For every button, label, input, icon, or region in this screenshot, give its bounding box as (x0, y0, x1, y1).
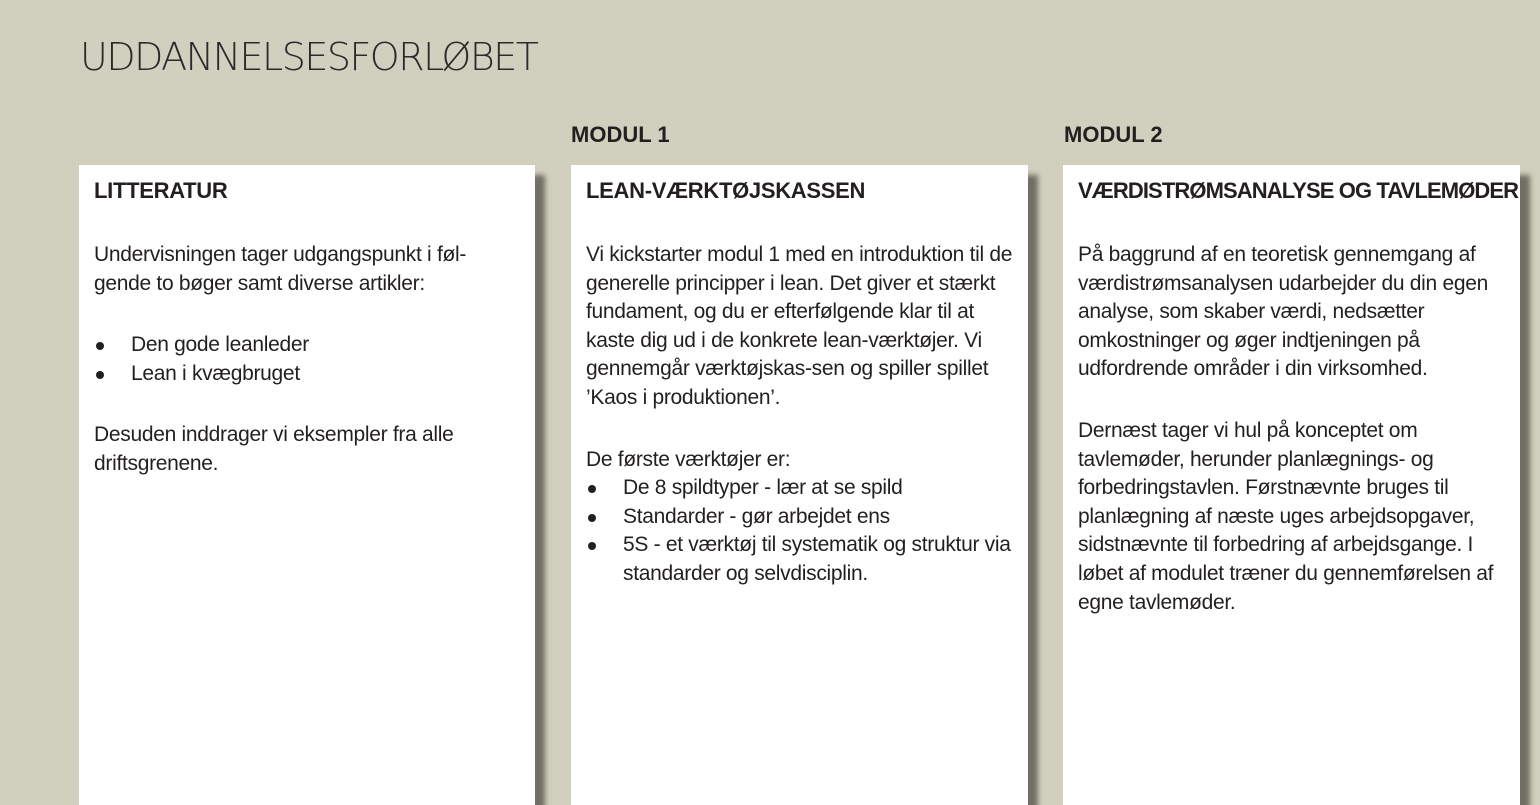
bullet-icon (96, 342, 104, 350)
lean-vaerktoejskassen-card (571, 165, 1028, 805)
litteratur-title: LITTERATUR (94, 178, 228, 203)
modul-2-paragraph-1: På baggrund af en teoretisk gennemgang af værdistrømsanalysen udarbejder du din egen analyse, som skaber værdi, nedsætter omkostninger og øger indtjeningen på udfordrende områder i din virksomhed. (1078, 243, 1488, 381)
vaerdistroemsanalyse-title: VÆRDISTRØMSANALYSE OG TAVLEMØDER (1078, 178, 1519, 203)
list-item (586, 531, 1013, 588)
bullet-icon (96, 371, 104, 379)
list-item (586, 503, 1014, 532)
list-item (586, 474, 1014, 503)
modul-1-intro: Vi kickstarter modul 1 med en introduktion til de generelle principper i lean. Det giver et stærkt fundament, og du er efterfølgende klar til at kaste dig ud i de konkrete lean-værktøjer. Vi gennemgår værktøjskas-sen og spiller spillet ’Kaos i produktionen’. (586, 243, 1013, 409)
modul-2-paragraph-2: Dernæst tager vi hul på konceptet om tavlemøder, herunder planlægnings- og forbedringstavlen. Førstnævnte bruges til planlægning af næste uges arbejdsopgaver, sidstnævnte til forbedring af arbejdsgange. I løbet af modulet træner du gennemførelsen af egne tavlemøder. (1078, 418, 1494, 614)
lean-vaerktoejskassen-body (586, 241, 1014, 589)
litteratur-book-list (94, 331, 521, 388)
bullet-icon (588, 485, 596, 493)
list-item-text: Standarder - gør arbejdet ens (623, 504, 890, 528)
modul-2-heading: MODUL 2 (1064, 122, 1163, 147)
modul-1-heading: MODUL 1 (571, 122, 670, 147)
bullet-icon (588, 542, 596, 550)
list-item-text: De 8 spildtyper - lær at se spild (623, 476, 903, 500)
lean-vaerktoejskassen-title: LEAN-VÆRKTØJSKASSEN (586, 178, 866, 203)
litteratur-outro: Desuden inddrager vi eksempler fra alle driftsgrenene. (94, 423, 454, 475)
bullet-icon (588, 514, 596, 522)
list-item-text: Den gode leanleder (131, 333, 309, 357)
list-item (94, 331, 521, 360)
litteratur-intro: Undervisningen tager udgangspunkt i føl-gende to bøger samt diverse artikler: (94, 243, 467, 295)
vaerdistroemsanalyse-card (1063, 165, 1520, 805)
list-item-text: Lean i kvægbruget (131, 361, 300, 385)
litteratur-card (79, 165, 535, 805)
litteratur-body (94, 241, 521, 479)
list-item (94, 360, 521, 389)
page-title: UDDANNELSESFORLØBET (80, 35, 538, 79)
modul-1-tool-list (586, 474, 1014, 588)
vaerdistroemsanalyse-body (1078, 241, 1506, 617)
list-item-text: 5S - et værktøj til systematik og struktur via standarder og selvdisciplin. (623, 533, 1011, 585)
modul-1-list-intro: De første værktøjer er: (586, 447, 791, 471)
